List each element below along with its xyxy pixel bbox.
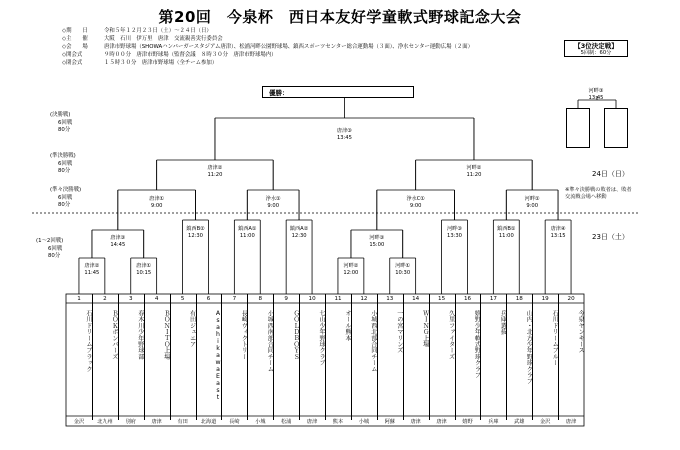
third-place-title: 【3位決定戦】 — [574, 42, 618, 50]
match-venue: 唐津③ — [336, 128, 352, 134]
team-hometown: 長崎 — [229, 419, 240, 425]
team-hometown: 唐津 — [565, 419, 577, 425]
match-time: 11:00 — [498, 233, 514, 239]
match-venue: 唐津② — [84, 263, 100, 269]
winner-label: 優勝： — [269, 89, 289, 97]
team-number: 12 — [360, 296, 368, 302]
team-number: 14 — [412, 296, 420, 302]
third-place-venue: 河畔③ — [588, 88, 604, 94]
round-innings: 6回戦 — [58, 160, 73, 167]
match-node-final — [337, 128, 352, 142]
match-node-qf2 — [266, 196, 281, 210]
match-venue: 唐津③ — [110, 235, 126, 241]
team-name-cell — [480, 310, 506, 406]
match-time: 15:00 — [369, 242, 385, 248]
match-node-qf1 — [149, 196, 164, 210]
match-venue: 浄水C① — [406, 196, 425, 202]
match-venue: 浄水① — [265, 196, 281, 202]
team-hometown: 金沢 — [73, 419, 85, 425]
team-name: 石川ドリームブルー — [551, 310, 559, 366]
team-number: 10 — [308, 296, 316, 302]
team-name-cell — [558, 310, 584, 406]
match-time: 11:20 — [207, 172, 223, 178]
team-hometown: 阿蘇 — [384, 419, 395, 425]
team-name: AsahikawaEast — [214, 310, 222, 401]
match-node-r1b — [136, 263, 151, 277]
team-name-cell — [351, 310, 377, 406]
round-minutes: 80分 — [48, 253, 61, 259]
match-node-r1c — [186, 226, 205, 240]
team-number: 4 — [154, 296, 159, 302]
team-number: 15 — [438, 296, 446, 302]
team-hometown: 松浦 — [280, 419, 292, 425]
match-time: 13:15 — [550, 233, 566, 239]
team-name: 嬉野少年軟式野球クラブ — [473, 310, 481, 379]
match-time: 12:30 — [291, 233, 307, 239]
match-time: 9:00 — [526, 203, 539, 209]
team-name: 山内・北方少年野球クラブ — [525, 310, 533, 385]
match-time: 12:00 — [343, 270, 359, 276]
team-name: ＢＯＫボンバーズ — [110, 310, 118, 360]
round-name: (準決勝戦) — [50, 153, 76, 159]
team-name: 長崎ヴィクトリー — [240, 310, 248, 360]
third-place-time: 13:45 — [588, 95, 604, 101]
team-name: オール熊本 — [344, 310, 351, 341]
third-place-format: 5回制：60分 — [580, 50, 612, 56]
team-hometown: 北海道 — [200, 419, 217, 425]
team-name: 久里ファイターズ — [447, 310, 455, 360]
team-name-cell — [429, 310, 455, 406]
match-venue: 河畔③ — [446, 226, 463, 232]
match-venue: 河畔① — [395, 263, 411, 269]
info-label: ◇主 催 — [62, 36, 88, 42]
match-venue: 河畔③ — [369, 235, 385, 241]
match-node-r2a — [110, 235, 125, 249]
team-number: 19 — [541, 296, 549, 302]
match-venue: 唐津① — [136, 263, 152, 269]
team-name: 兵庫選抜 — [499, 310, 507, 335]
page-title: 第20回 今泉杯 西日本友好学童軟式野球記念大会 — [158, 8, 522, 26]
team-name-cell — [144, 310, 170, 406]
match-node-r2b — [369, 235, 384, 249]
match-venue: 河畔② — [466, 165, 482, 171]
team-hometown: 金沢 — [539, 419, 551, 425]
round-innings: 6回戦 — [48, 245, 63, 252]
info-label: ◇閉会式 — [62, 60, 83, 66]
team-number: 13 — [386, 296, 394, 302]
match-venue: 唐津④ — [550, 226, 566, 232]
team-name: 春木川少年野球部 — [136, 310, 144, 360]
team-name: 小城西南部合同チーム — [266, 310, 274, 372]
team-name-cell — [273, 310, 299, 406]
match-time: 13:45 — [336, 135, 352, 141]
team-hometown: 小城 — [255, 419, 266, 425]
team-number: 16 — [463, 296, 472, 302]
round-minutes: 80分 — [58, 168, 71, 174]
note-line: ※準々決勝戦の敗者は、敗者 — [565, 187, 632, 193]
match-time: 14:45 — [110, 242, 126, 248]
note-line: 交流戦会場へ移動 — [565, 194, 607, 200]
team-hometown: 小城 — [358, 419, 370, 425]
team-name-cell — [221, 310, 247, 406]
team-name: 小城西北部合同チーム — [369, 310, 377, 372]
round-name: (準々決勝戦) — [50, 187, 82, 193]
team-hometown: 別府 — [125, 419, 136, 425]
team-name-cell — [66, 310, 92, 406]
match-time: 9:00 — [409, 203, 422, 209]
team-name-cell — [455, 310, 481, 406]
team-name: ＷＩＮＧ上場 — [421, 310, 429, 348]
match-venue: 鎮西A② — [289, 226, 309, 232]
team-name-cell — [403, 310, 429, 406]
info-label: ◇開会式 — [62, 52, 83, 58]
team-hometown: 兵庫 — [488, 419, 499, 425]
team-hometown: 嬉野 — [462, 419, 473, 425]
team-name-cell — [377, 310, 403, 406]
team-name: ＢＯＮＩＴＯ上場 — [162, 310, 170, 360]
info-value: １５時３０分 唐津市野球場（全チーム参加） — [104, 60, 218, 66]
team-name: 今泉ヤンキース — [577, 310, 585, 354]
team-number: 3 — [129, 296, 133, 302]
match-venue: 鎮西B② — [186, 226, 205, 232]
match-node-r1d — [238, 226, 257, 240]
team-name: 石川ドリームブラック — [85, 310, 92, 372]
team-number: 1 — [77, 296, 81, 302]
team-number: 7 — [232, 296, 237, 302]
match-node-r1g — [395, 263, 410, 277]
team-name-cell — [247, 310, 273, 406]
match-node-r1j — [551, 226, 566, 240]
match-time: 13:30 — [447, 233, 462, 239]
match-time: 11:00 — [239, 233, 255, 239]
match-venue: 河畔② — [343, 263, 359, 269]
round-minutes: 80分 — [58, 127, 71, 133]
team-hometown: 唐津 — [151, 419, 162, 425]
match-venue: 鎮西B① — [497, 226, 516, 232]
date-label-day2: 24日（日） — [592, 170, 629, 178]
match-venue: 河畔① — [524, 196, 540, 202]
team-name: ＧＯＬＤＢＯＹＳ — [292, 310, 300, 360]
team-number: 8 — [258, 296, 263, 302]
match-node-r1a — [84, 263, 99, 277]
match-node-qf3 — [406, 196, 425, 210]
team-name-cell — [92, 310, 118, 406]
round-minutes: 80分 — [58, 202, 71, 208]
team-hometown: 北九州 — [97, 419, 113, 425]
round-innings: 6回戦 — [58, 119, 73, 126]
team-name-cell — [506, 310, 532, 406]
team-number: 20 — [567, 296, 575, 302]
team-name-cell — [118, 310, 144, 406]
match-time: 11:45 — [84, 270, 100, 276]
team-name-cell — [532, 310, 558, 406]
match-venue: 唐津① — [149, 196, 165, 202]
team-name: 一の宮マリンズ — [395, 310, 403, 354]
match-node-r1e — [290, 226, 309, 240]
info-label: ◇期 日 — [62, 28, 88, 34]
team-name-cell — [196, 310, 222, 406]
team-hometown: 有田 — [177, 419, 188, 425]
match-time: 10:15 — [136, 270, 152, 276]
team-name: 七山少年野球クラブ — [318, 310, 326, 366]
team-name-cell — [299, 310, 325, 406]
match-node-sf_right — [466, 165, 481, 179]
info-value: 唐津市野球場（SHOWAハンバーガースタジアム唐津）、松浦河畔公園野球場、鎮西スポーツセンター総合運動場（３面）、浄水センター運動広場（２面） — [104, 44, 474, 50]
match-time: 12:30 — [188, 233, 203, 239]
match-node-r1h — [447, 226, 462, 240]
match-venue: 鎮西A① — [238, 226, 257, 232]
info-value: 令和５年１２月２３日（土）～２４日（日） — [104, 28, 212, 34]
team-number: 9 — [284, 296, 288, 302]
team-hometown: 唐津 — [306, 419, 318, 425]
match-node-sf_left — [207, 165, 222, 179]
team-hometown: 唐津 — [410, 419, 421, 425]
team-hometown: 唐津 — [436, 419, 447, 425]
round-name: (決勝戦) — [50, 112, 71, 118]
info-label: ◇会 場 — [62, 44, 88, 50]
match-time: 9:00 — [150, 203, 163, 209]
info-value: 大阪 石川 伊万里 唐津 交流親善実行委員会 — [104, 36, 223, 42]
match-time: 9:00 — [267, 203, 280, 209]
team-number: 11 — [334, 296, 342, 302]
match-node-r1i — [497, 226, 516, 240]
round-innings: 6回戦 — [58, 194, 73, 201]
team-number: 17 — [489, 296, 497, 302]
date-label-day1: 23日（土） — [592, 233, 629, 241]
match-node-qf4 — [525, 196, 540, 210]
team-hometown: 熊本 — [332, 419, 344, 425]
match-time: 10:30 — [395, 270, 411, 276]
round-name: (1～2回戦) — [36, 238, 64, 244]
team-name: 有田ジュニア — [188, 310, 196, 348]
team-hometown: 武雄 — [514, 419, 525, 425]
match-venue: 唐津② — [207, 165, 223, 171]
team-number: 2 — [103, 296, 107, 302]
info-value: ９時００分 唐津市野球場（監督会議 ８時３０分 唐津市野球場内） — [104, 52, 277, 58]
team-number: 5 — [180, 296, 185, 302]
team-number: 18 — [515, 296, 523, 302]
team-name-cell — [170, 310, 196, 406]
team-name-cell — [325, 310, 351, 406]
match-time: 11:20 — [466, 172, 482, 178]
team-number: 6 — [206, 296, 211, 302]
match-node-r1f — [343, 263, 358, 277]
